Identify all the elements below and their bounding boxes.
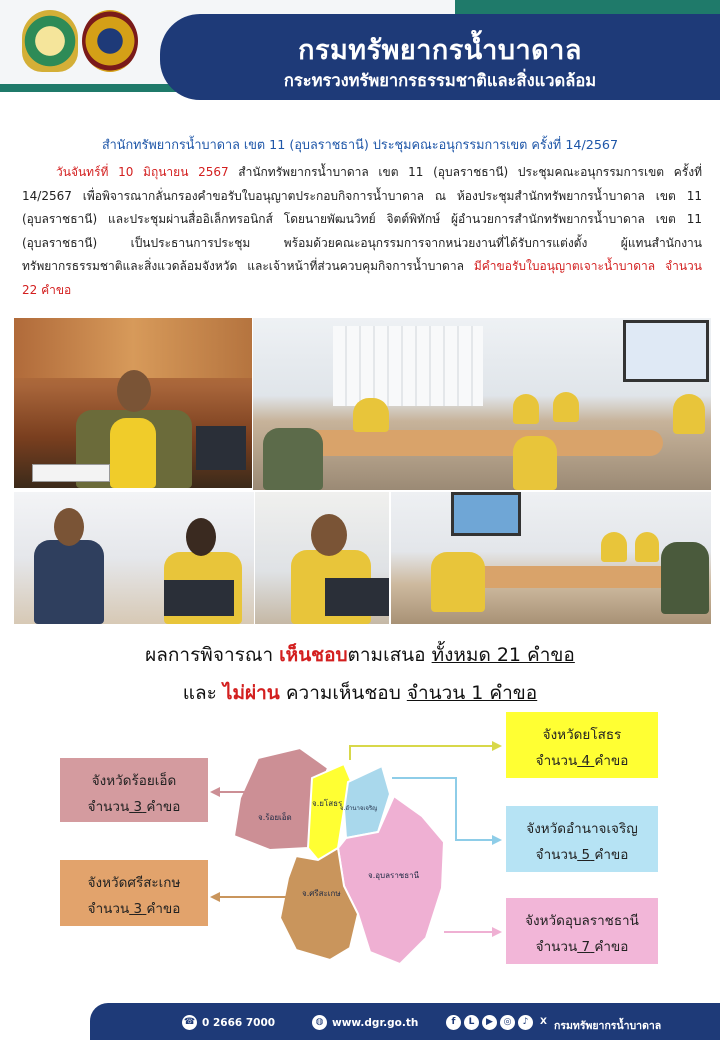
count-label: จำนวน [87,901,130,917]
footer-social-name[interactable]: กรมทรัพยากรน้ำบาดาล [554,1020,662,1032]
department-logo [82,10,138,72]
photo-meeting-wide [391,492,711,624]
photo-person [353,398,389,432]
photo-head [54,508,84,546]
photo-person [673,394,705,434]
result-text: และ [182,682,223,704]
photo-projector-screen [623,320,709,382]
count-unit: คำขอ [594,939,629,955]
count-unit: คำขอ [594,847,629,863]
result-text: ความเห็นชอบ [279,682,407,704]
photo-head [311,514,347,556]
map-label-roiet: จ.ร้อยเอ็ด [258,813,292,822]
count-number: 4 [581,753,591,769]
map-label-yasothon: จ.ยโสธร [312,799,343,808]
result-text: ผลการพิจารณา [145,644,280,666]
map-label-sisaket: จ.ศรีสะเกษ [302,889,341,898]
province-name: จังหวัดร้อยเอ็ด [91,773,177,789]
result-count: จำนวน 1 คำขอ [406,682,538,704]
count-unit: คำขอ [146,799,181,815]
result-rejected: ไม่ผ่าน [222,682,280,704]
count-number: 7 [581,939,591,955]
instagram-icon[interactable]: ◎ [500,1015,515,1030]
count-label: จำนวน [535,939,578,955]
arrow-amnat [392,778,494,840]
globe-icon: ◍ [312,1015,327,1030]
result-line-approved [0,640,720,670]
photo-head [117,370,151,412]
photo-chairman [14,318,252,488]
arrow-yasothon-head [492,741,502,751]
article-highlight: มีคำขอรับใบอนุญาตเจาะน้ำบาดาล จำนวน 22 คำขอ [22,259,702,297]
footer-phone[interactable]: 0 2666 7000 [202,1017,276,1029]
count-number: 3 [133,799,143,815]
footer-website[interactable]: www.dgr.go.th [332,1017,419,1029]
map-label-ubon: จ.อุบลราชธานี [368,871,420,880]
province-box-ubon [506,898,658,964]
photo-laptop [164,580,234,616]
facebook-icon[interactable]: f [446,1015,461,1030]
arrow-yasothon [350,746,494,760]
arrow-ubon-head [492,927,502,937]
arrow-sisaket-head [210,892,220,902]
count-value [577,847,594,863]
count-label: จำนวน [535,753,578,769]
result-total: ทั้งหมด 21 คำขอ [431,644,575,666]
photo-person [263,428,323,490]
province-box-yasothon [506,712,658,778]
photo-person [431,552,485,612]
province-box-sisaket [60,860,208,926]
photo-laptop [325,578,389,616]
line-icon[interactable]: L [464,1015,479,1030]
article-body [22,161,702,303]
province-box-roiet [60,758,208,822]
arrow-amnat-head [492,835,502,845]
arrow-roiet-head [210,787,220,797]
article-date: วันจันทร์ที่ 10 มิถุนายน 2567 [56,165,229,179]
province-count [506,748,658,774]
province-count [60,896,208,922]
photo-person [553,392,579,422]
result-text: ตามเสนอ [347,644,432,666]
photo-shirt [110,418,156,488]
count-label: จำนวน [535,847,578,863]
photo-person [34,540,104,624]
count-value [577,753,594,769]
phone-icon: ☎ [182,1015,197,1030]
province-count [506,842,658,868]
province-count [60,794,208,820]
count-value [129,799,146,815]
photo-committee-1 [14,492,254,624]
ministry-logo [22,10,78,72]
province-name: จังหวัดอุบลราชธานี [525,913,639,929]
article-headline: สำนักทรัพยากรน้ำบาดาล เขต 11 (อุบลราชธานี) ประชุมคณะอนุกรรมการเขต ครั้งที่ 14/2567 [101,137,619,152]
article-body-text: สำนักทรัพยากรน้ำบาดาล เขต 11 (อุบลราชธานี) ประชุมคณะอนุกรรมการเขต ครั้งที่ 14/2567 เพื่อพิจารณากลั่นกรองคำขอรับใบอนุญาตประกอบกิจการน้ำบาดาล ณ ห้องประชุมสำนักทรัพยากรน้ำบาดาล เขต 11 (อุบลราชธานี) และประชุมผ่านสื่ออิเล็กทรอนิกส์ โดยนายพัฒนวิทย์ จิตต์พิทักษ์ ผู้อำนวยการสำนักทรัพยากรน้ำบาดาล เขต 11 (อุบลราชธานี) เป็นประธานการประชุม พร้อมด้วยคณะอนุกรรมการจากหน่วยงานที่ได้รับการแต่งตั้ง ผู้แทนสำนักงานทรัพยากรธรรมชาติและสิ่งแวดล้อมจังหวัด และเจ้าหน้าที่ส่วนควบคุมกิจการน้ำบาดาล [22,165,703,274]
photo-table [303,430,663,456]
photo-person [661,542,709,614]
photo-person [601,532,627,562]
result-approved: เห็นชอบ [279,644,348,666]
photo-meeting-room [253,318,711,490]
province-box-amnat [506,806,658,872]
x-icon[interactable]: X [540,1017,547,1027]
footer-bar [90,1003,720,1040]
province-name: จังหวัดศรีสะเกษ [87,875,181,891]
province-name: จังหวัดยโสธร [542,727,622,743]
photo-bg [14,318,252,378]
photo-map-screen [451,492,521,536]
youtube-icon[interactable]: ▶ [482,1015,497,1030]
photo-nameplate [32,464,110,482]
photo-head [186,518,216,556]
photo-committee-2 [255,492,389,624]
count-unit: คำขอ [594,753,629,769]
count-label: จำนวน [87,799,130,815]
count-number: 5 [581,847,591,863]
count-value [577,939,594,955]
province-name: จังหวัดอำนาจเจริญ [526,821,638,837]
tiktok-icon[interactable]: ♪ [518,1015,533,1030]
count-number: 3 [133,901,143,917]
province-count [506,934,658,960]
page-subtitle: กระทรวงทรัพยากรธรรมชาติและสิ่งแวดล้อม [283,71,597,90]
photo-person [513,394,539,424]
count-unit: คำขอ [146,901,181,917]
photo-person [635,532,659,562]
photo-curtain [333,326,483,406]
photo-person [513,436,557,490]
photo-laptop [196,426,246,470]
count-value [129,901,146,917]
page-title: กรมทรัพยากรน้ำบาดาล [298,35,582,66]
map-label-amnat: จ.อำนาจเจริญ [340,805,378,812]
